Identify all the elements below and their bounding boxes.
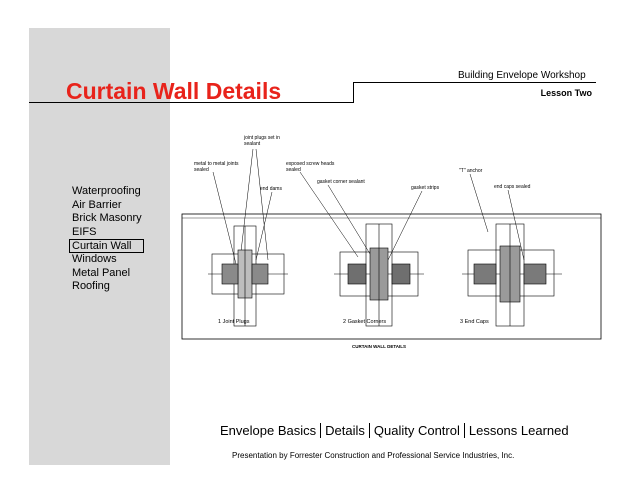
label-metal-joints-line: metal to metal joints — [194, 161, 239, 167]
figure-title: CURTAIN WALL DETAILS — [352, 344, 406, 349]
footer-link-lessons-learned[interactable]: Lessons Learned — [464, 423, 573, 438]
detail-gasket-corners — [334, 224, 424, 326]
nav-item-brick-masonry[interactable]: Brick Masonry — [72, 212, 142, 224]
header-rule — [353, 82, 596, 83]
footer-nav — [216, 423, 573, 438]
label-t-anchor: "T" anchor — [459, 168, 483, 174]
label-end-dams: end dams — [260, 186, 282, 192]
caption-gasket-corners: 2 Gasket Corners — [343, 319, 387, 325]
nav-item-curtain-wall[interactable]: Curtain Wall — [69, 239, 144, 253]
nav-item-eifs[interactable]: EIFS — [72, 225, 97, 238]
nav-item-metal-panel[interactable]: Metal Panel — [72, 266, 131, 279]
caption-end-caps: 3 End Caps — [460, 319, 489, 325]
nav-item-roofing[interactable]: Roofing — [72, 280, 110, 292]
curtain-wall-diagram — [178, 132, 605, 357]
footer-link-envelope-basics[interactable]: Envelope Basics — [220, 423, 317, 438]
label-metal-joints — [194, 161, 240, 173]
lesson-label: Lesson Two — [540, 88, 592, 98]
footer-link-details[interactable]: Details — [320, 423, 369, 438]
workshop-name: Building Envelope Workshop — [458, 70, 586, 81]
caption-joint-plugs: 1 Joint Plugs — [218, 319, 250, 325]
leader-lines — [213, 149, 524, 267]
label-end-caps-sealed: end caps sealed — [494, 184, 531, 190]
nav-item-windows[interactable]: Windows — [72, 253, 117, 265]
detail-end-caps — [462, 224, 562, 326]
footer-link-quality-control[interactable]: Quality Control — [369, 423, 464, 438]
label-gasket-corner: gasket corner sealant — [317, 179, 365, 185]
topic-nav — [71, 185, 144, 294]
label-gasket-strips: gasket strips — [411, 185, 440, 191]
label-screw-heads-line2: sealed — [286, 167, 301, 173]
footer-credit: Presentation by Forrester Construction and Professional Service Industries, Inc. — [232, 451, 515, 460]
detail-joint-plugs — [208, 226, 288, 326]
nav-item-air-barrier[interactable]: Air Barrier — [72, 198, 122, 211]
nav-item-waterproofing[interactable]: Waterproofing — [72, 185, 141, 197]
label-joint-plugs-line2: sealant — [244, 141, 261, 147]
label-joint-plugs-line: joint plugs set in — [244, 135, 280, 141]
title-divider — [353, 82, 354, 103]
label-metal-joints-line2: sealed — [194, 167, 209, 173]
page-title: Curtain Wall Details — [66, 78, 282, 104]
label-screw-heads-line: exposed screw heads — [286, 161, 335, 167]
title-underline — [29, 102, 353, 103]
label-screw-heads — [286, 161, 336, 173]
label-joint-plugs — [243, 135, 281, 147]
